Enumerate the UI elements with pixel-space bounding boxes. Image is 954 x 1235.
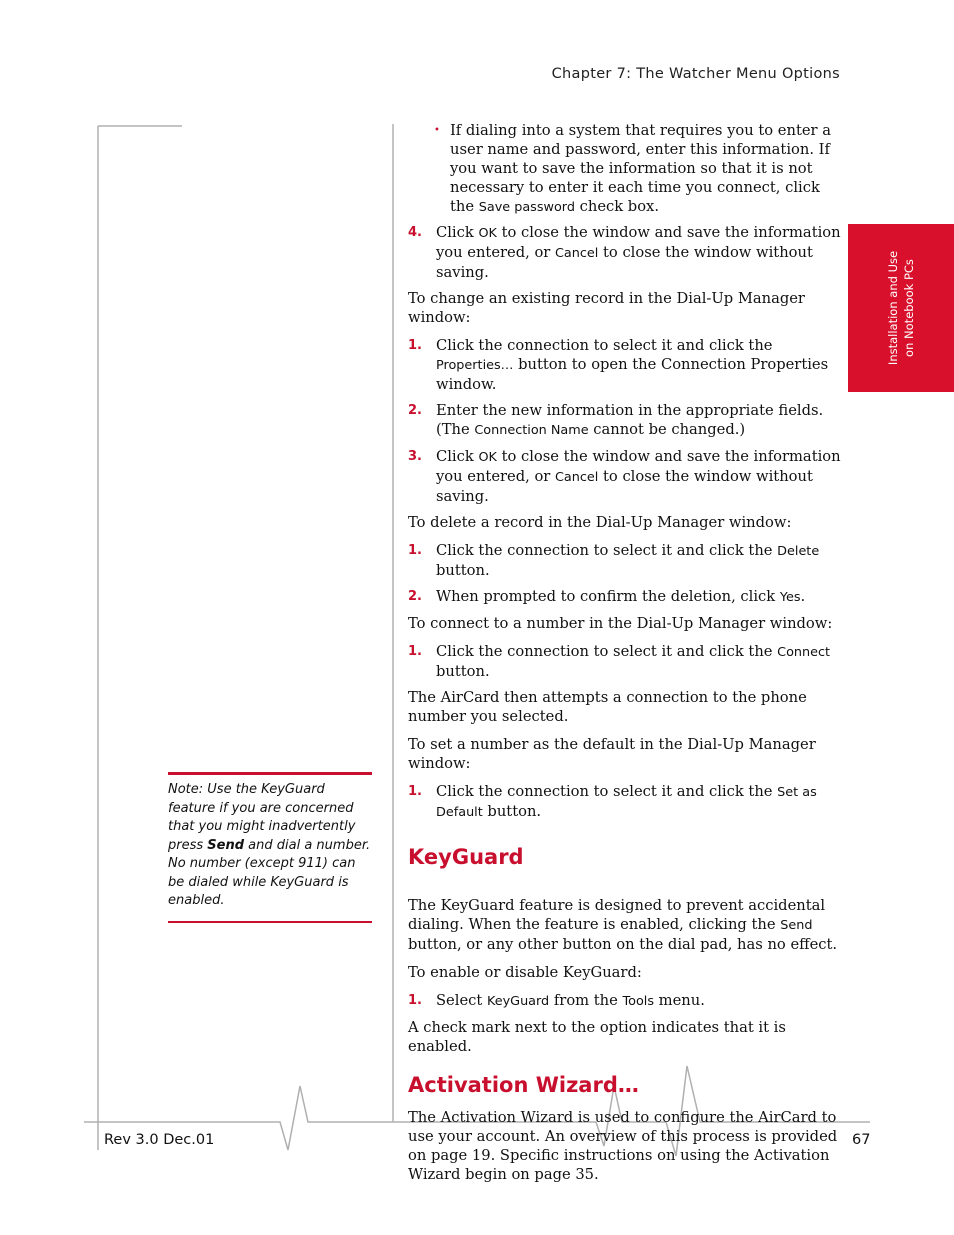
default-intro: To set a number as the default in the Dial-Up Manager window: xyxy=(408,736,816,772)
ui-cancel: Cancel xyxy=(555,470,599,485)
step-text-a: Click xyxy=(436,448,479,465)
section-tab-line2: on Notebook PCs xyxy=(902,259,916,357)
keyguard-text-a: The KeyGuard feature is designed to prevent accidental dialing. When the feature is enabled, clicking the xyxy=(408,897,826,933)
note-text-a: Note: Use the KeyGuard feature if you are concerned that you might inadvertently press xyxy=(168,782,356,853)
step-text-c: menu. xyxy=(654,992,705,1009)
step-text-b: button. xyxy=(482,803,542,820)
activation-paragraph: The Activation Wizard is used to configure the AirCard to use your account. An overview of this process is provided on page 19. Specific instructions on using the Activation Wizard begin on page 35. xyxy=(408,1109,838,1183)
step-text-b: from the xyxy=(549,992,623,1009)
connect-intro: To connect to a number in the Dial-Up Manager window: xyxy=(408,615,833,632)
step-number: 2. xyxy=(408,589,422,604)
ui-tools: Tools xyxy=(622,994,655,1009)
section-tab-line1: Installation and Use xyxy=(886,250,900,366)
keyguard-paragraph xyxy=(408,896,844,954)
step-text-c: to close the window without saving. xyxy=(436,468,813,505)
page-number: 67 xyxy=(852,1132,871,1148)
step-4 xyxy=(408,223,844,282)
step-number: 1. xyxy=(408,993,422,1008)
step-number: 1. xyxy=(408,543,422,558)
step-number: 4. xyxy=(408,225,422,240)
step-text-b: . xyxy=(800,588,806,605)
step-number: 1. xyxy=(408,784,422,799)
bullet-text-b: check box. xyxy=(574,198,660,215)
ui-send: Send xyxy=(780,918,813,933)
step-text-b: to close the window and save the information you entered, or xyxy=(436,224,841,261)
change-intro: To change an existing record in the Dial-Up Manager window: xyxy=(408,290,805,326)
note-bold-send: Send xyxy=(207,837,245,853)
delete-step-2 xyxy=(408,587,844,607)
step-text xyxy=(436,401,844,440)
step-text xyxy=(436,991,844,1011)
step-text xyxy=(436,336,844,394)
step-text-a: When prompted to confirm the deletion, click xyxy=(436,588,780,605)
ui-ok: OK xyxy=(478,226,497,241)
keyguard-after: A check mark next to the option indicates that it is enabled. xyxy=(408,1019,786,1055)
step-text xyxy=(436,642,844,681)
main-column xyxy=(408,121,844,1193)
keyguard-step-1 xyxy=(408,991,844,1011)
note-text-b: and dial a number. No number (except 911) can be dialed while KeyGuard is enabled. xyxy=(168,837,371,908)
keyguard-intro: To enable or disable KeyGuard: xyxy=(408,964,642,981)
connect-after: The AirCard then attempts a connection to the phone number you selected. xyxy=(408,689,807,725)
step-text-a: Enter the new information in the appropriate fields. (The xyxy=(436,402,824,438)
step-text-b: to close the window and save the information you entered, or xyxy=(436,448,841,485)
ui-delete: Delete xyxy=(777,544,820,559)
step-text-a: Click xyxy=(436,224,479,241)
delete-intro: To delete a record in the Dial-Up Manager window: xyxy=(408,514,792,531)
ui-ok: OK xyxy=(478,450,497,465)
ui-connection-name: Connection Name xyxy=(474,423,589,438)
step-text xyxy=(436,587,844,607)
bullet-text-a: If dialing into a system that requires you to enter a user name and password, enter this information. If you want to save the information so that it is not necessary to enter it each time you connect, click the xyxy=(450,122,832,215)
bullet-dot-icon: • xyxy=(434,125,440,136)
step-text xyxy=(436,223,844,282)
step-text-a: Click the connection to select it and click the xyxy=(436,337,773,354)
change-step-3 xyxy=(408,447,844,506)
default-step-1 xyxy=(408,782,844,822)
step-text-a: Click the connection to select it and click the xyxy=(436,783,778,800)
ui-yes: Yes xyxy=(779,590,801,605)
step-text-a: Select xyxy=(436,992,487,1009)
chapter-header: Chapter 7: The Watcher Menu Options xyxy=(551,66,840,82)
step-text-b: button to open the Connection Properties window. xyxy=(436,356,829,393)
keyguard-heading: KeyGuard xyxy=(408,845,524,869)
step-text xyxy=(436,782,844,822)
ui-set-as-default: Set as Default xyxy=(436,785,817,820)
ui-properties: Properties… xyxy=(436,358,514,373)
step-number: 1. xyxy=(408,644,422,659)
ui-connect: Connect xyxy=(777,645,831,660)
keyguard-text-b: button, or any other button on the dial pad, has no effect. xyxy=(408,936,838,953)
connect-step-1 xyxy=(408,642,844,681)
bullet-text xyxy=(450,121,844,217)
ui-keyguard: KeyGuard xyxy=(486,994,550,1009)
step-text-b: button. xyxy=(436,562,490,579)
change-step-2 xyxy=(408,401,844,440)
delete-step-1 xyxy=(408,541,844,580)
ui-cancel: Cancel xyxy=(555,246,599,261)
step-text-c: to close the window without saving. xyxy=(436,244,813,281)
side-note xyxy=(168,772,372,923)
footer-revision: Rev 3.0 Dec.01 xyxy=(104,1132,215,1148)
step-text xyxy=(436,541,844,580)
step-text-a: Click the connection to select it and click the xyxy=(436,542,778,559)
step-text-b: cannot be changed.) xyxy=(588,421,746,438)
step-number: 3. xyxy=(408,449,422,464)
activation-heading: Activation Wizard… xyxy=(408,1073,639,1097)
step-text xyxy=(436,447,844,506)
step-text-b: button. xyxy=(436,663,490,680)
ui-save-password: Save password xyxy=(478,200,575,215)
step-number: 2. xyxy=(408,403,422,418)
change-step-1 xyxy=(408,336,844,394)
list-item xyxy=(408,121,844,217)
step-number: 1. xyxy=(408,338,422,353)
step-text-a: Click the connection to select it and click the xyxy=(436,643,778,660)
